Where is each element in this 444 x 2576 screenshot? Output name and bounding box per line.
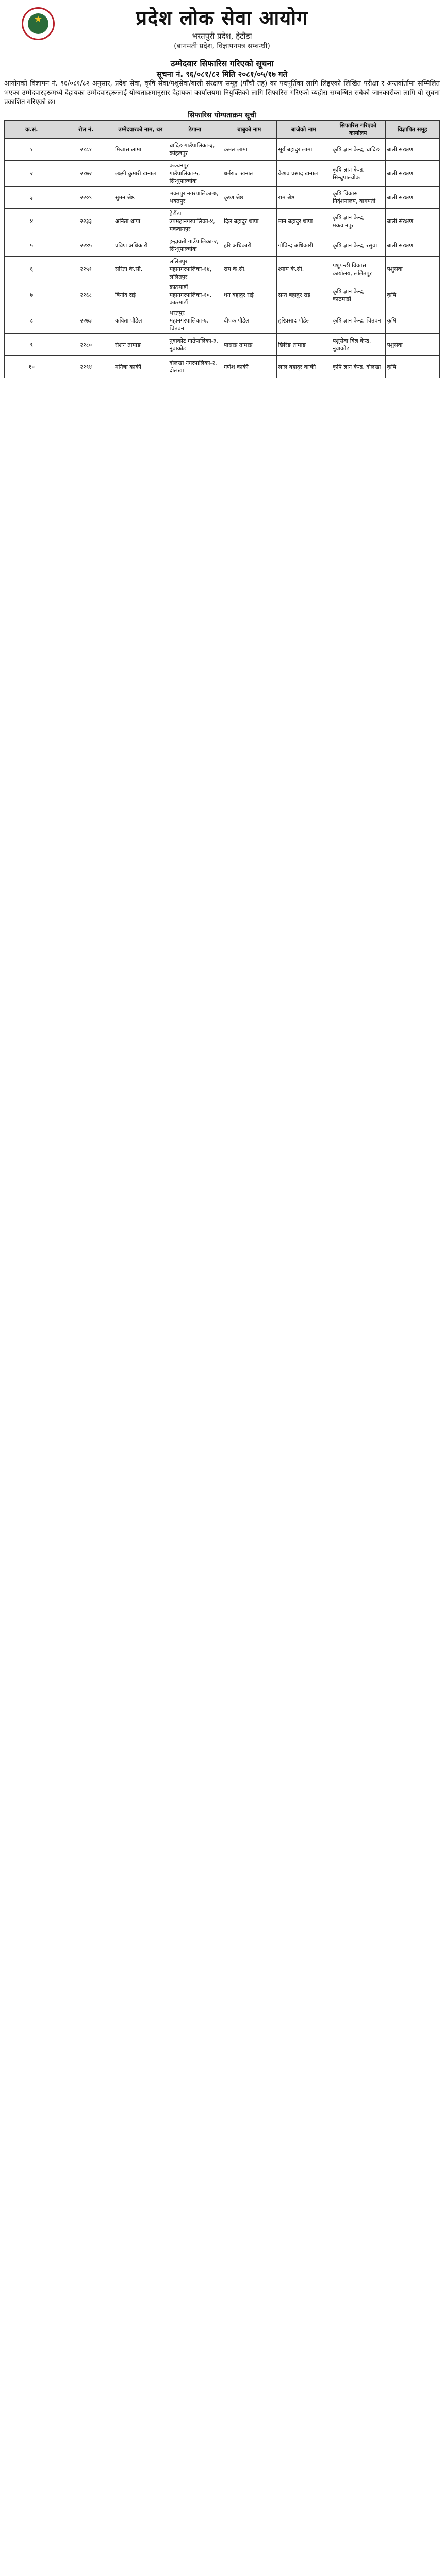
table-cell: २ xyxy=(5,161,59,187)
table-cell: २२३३ xyxy=(59,209,113,234)
table-cell: २२५१ xyxy=(59,257,113,282)
column-header: उम्मेदवारको नाम, थर xyxy=(113,121,168,139)
table-cell: सुमन श्रेष्ठ xyxy=(113,187,168,209)
table-cell: सूर्य बहादुर लामा xyxy=(276,139,331,161)
table-cell: पशुसेवा xyxy=(385,257,440,282)
table-cell: पशुसेवा xyxy=(385,334,440,356)
commission-title: प्रदेश लोक सेवा आयोग xyxy=(136,7,308,29)
table-cell: कृषि ज्ञान केन्द्र, काठमाडौं xyxy=(331,282,386,308)
table-row xyxy=(5,334,440,356)
table-cell: ६ xyxy=(5,257,59,282)
table-cell: कञ्चनपुर गाउँपालिका-५, सिन्धुपाल्चोक xyxy=(168,161,222,187)
table-cell: कमल लामा xyxy=(222,139,277,161)
table-cell: बाली संरक्षण xyxy=(385,187,440,209)
table-cell: गणेश कार्की xyxy=(222,356,277,378)
table-cell: मान बहादुर थापा xyxy=(276,209,331,234)
table-cell: १ xyxy=(5,139,59,161)
table-cell: कृषि ज्ञान केन्द्र, रसुवा xyxy=(331,234,386,257)
table-cell: कविता पौडेल xyxy=(113,308,168,334)
table-cell: श्याम के.सी. xyxy=(276,257,331,282)
table-cell: लक्ष्मी कुमारी खनाल xyxy=(113,161,168,187)
table-row xyxy=(5,257,440,282)
table-cell: ८ xyxy=(5,308,59,334)
table-cell: बिनोद राई xyxy=(113,282,168,308)
table-cell: २२४५ xyxy=(59,234,113,257)
table-cell: दीपक पौडेल xyxy=(222,308,277,334)
column-header: बाबुको नाम xyxy=(222,121,277,139)
column-header: क्र.सं. xyxy=(5,121,59,139)
column-header: रोल नं. xyxy=(59,121,113,139)
table-row xyxy=(5,234,440,257)
commission-location: भरतपुरी प्रदेश, हेटौंडा xyxy=(192,31,252,41)
table-cell: रोशन तामाङ xyxy=(113,334,168,356)
table-cell: ४ xyxy=(5,209,59,234)
notice-title: उम्मेदवार सिफारिस गरिएको सूचना xyxy=(170,59,274,69)
table-cell: सन्त बहादुर राई xyxy=(276,282,331,308)
table-cell: मनिषा कार्की xyxy=(113,356,168,378)
table-cell: बाली संरक्षण xyxy=(385,161,440,187)
column-header: बाजेको नाम xyxy=(276,121,331,139)
table-cell: राम श्रेष्ठ xyxy=(276,187,331,209)
table-cell: हरिप्रसाद पौडेल xyxy=(276,308,331,334)
table-cell: कृषि ज्ञान केन्द्र, चितवन xyxy=(331,308,386,334)
table-cell: कृषि ज्ञान केन्द्र, सिन्धुपाल्चोक xyxy=(331,161,386,187)
table-cell: २१७२ xyxy=(59,161,113,187)
column-header: विज्ञापित समूह xyxy=(385,121,440,139)
table-cell: अनिता थापा xyxy=(113,209,168,234)
table-cell: हेटौंडा उपमहानगरपालिका-४, मकवानपुर xyxy=(168,209,222,234)
table-cell: प्रविण अधिकारी xyxy=(113,234,168,257)
table-cell: बाली संरक्षण xyxy=(385,234,440,257)
table-cell: मिजास लामा xyxy=(113,139,168,161)
table-row xyxy=(5,308,440,334)
table-title: सिफारिस योग्यताक्रम सूची xyxy=(188,111,256,120)
table-row xyxy=(5,161,440,187)
table-cell: धन बहादुर राई xyxy=(222,282,277,308)
notice-section xyxy=(4,58,440,378)
recommendation-table xyxy=(4,120,440,378)
table-cell: २२८० xyxy=(59,334,113,356)
table-row xyxy=(5,139,440,161)
table-row xyxy=(5,209,440,234)
table-cell: ३ xyxy=(5,187,59,209)
table-cell: दोलखा नगरपालिका-२, दोलखा xyxy=(168,356,222,378)
table-cell: कृषि विकास निर्देशनालय, बागमती xyxy=(331,187,386,209)
table-cell: सरिता के.सी. xyxy=(113,257,168,282)
table-cell: दिल बहादुर थापा xyxy=(222,209,277,234)
table-cell: भरतपुर महानगरपालिका-६, चितवन xyxy=(168,308,222,334)
table-cell: २२६८ xyxy=(59,282,113,308)
table-cell: १० xyxy=(5,356,59,378)
nepal-emblem-icon: ★ xyxy=(22,7,55,40)
table-cell: बाली संरक्षण xyxy=(385,209,440,234)
table-cell: बाली संरक्षण xyxy=(385,139,440,161)
table-cell: भक्तपुर नगरपालिका-७, भक्तपुर xyxy=(168,187,222,209)
commission-subtitle: (बागमती प्रदेश, विज्ञापनपत्र सम्बन्धी) xyxy=(174,42,270,50)
table-cell: २२७३ xyxy=(59,308,113,334)
table-cell: २२०९ xyxy=(59,187,113,209)
table-cell: २२९४ xyxy=(59,356,113,378)
table-cell: धादिङ गाउँपालिका-३, कोहलपुर xyxy=(168,139,222,161)
column-header: सिफारिस गरिएको कार्यालय xyxy=(331,121,386,139)
table-cell: धर्मराज खनाल xyxy=(222,161,277,187)
table-cell: कृष्ण श्रेष्ठ xyxy=(222,187,277,209)
table-cell: पासाङ तामाङ xyxy=(222,334,277,356)
table-cell: छिरिङ तामाङ xyxy=(276,334,331,356)
table-cell: इन्द्रावती गाउँपालिका-२, सिन्धुपाल्चोक xyxy=(168,234,222,257)
notice-number: सूचना नं. ९६/०८१/८२ मिति २०८१/०५/१७ गते xyxy=(156,70,288,79)
table-cell: केशव प्रसाद खनाल xyxy=(276,161,331,187)
notice-paragraph: आयोगको विज्ञापन नं. ९६/०८१/८२ अनुसार, प्रदेश सेवा, कृषि सेवा/पशुसेवा/बाली संरक्षण समूह (पाँचौं तह) का पदपूर्तिका लागि लिइएको लिखित परीक्षा र अन्तर्वार्तामा सम्मिलित भएका उम्मेदवारहरूमध्ये देहायका उम्मेदवारहरूलाई योग्यताक्रमानुसार देहायका कार्यालयमा नियुक्तिको लागि सिफारिस गरिएको व्यहोरा सम्बन्धित सबैको जानकारीका लागि यो सूचना प्रकाशित गरिएको छ। xyxy=(4,80,440,106)
table-cell: पशुसेवा विज्ञ केन्द्र, नुवाकोट xyxy=(331,334,386,356)
table-row xyxy=(5,282,440,308)
table-cell: ७ xyxy=(5,282,59,308)
table-cell: ललितपुर महानगरपालिका-१४, ललितपुर xyxy=(168,257,222,282)
table-row xyxy=(5,356,440,378)
table-cell: २१८१ xyxy=(59,139,113,161)
table-row xyxy=(5,187,440,209)
table-cell: कृषि ज्ञान केन्द्र, धादिङ xyxy=(331,139,386,161)
table-cell: लाल बहादुर कार्की xyxy=(276,356,331,378)
table-cell: राम के.सी. xyxy=(222,257,277,282)
table-cell: ९ xyxy=(5,334,59,356)
table-cell: कृषि xyxy=(385,308,440,334)
table-cell: हरि अधिकारी xyxy=(222,234,277,257)
table-cell: ५ xyxy=(5,234,59,257)
table-cell: कृषि ज्ञान केन्द्र, मकवानपुर xyxy=(331,209,386,234)
table-cell: गोविन्द अधिकारी xyxy=(276,234,331,257)
column-header: ठेगाना xyxy=(168,121,222,139)
table-cell: काठमाडौं महानगरपालिका-१०, काठमाडौं xyxy=(168,282,222,308)
table-cell: कृषि xyxy=(385,356,440,378)
table-cell: पशुपन्छी विकास कार्यालय, ललितपुर xyxy=(331,257,386,282)
table-cell: नुवाकोट गाउँपालिका-३, नुवाकोट xyxy=(168,334,222,356)
table-cell: कृषि xyxy=(385,282,440,308)
page-header xyxy=(0,0,444,54)
table-cell: कृषि ज्ञान केन्द्र, दोलखा xyxy=(331,356,386,378)
